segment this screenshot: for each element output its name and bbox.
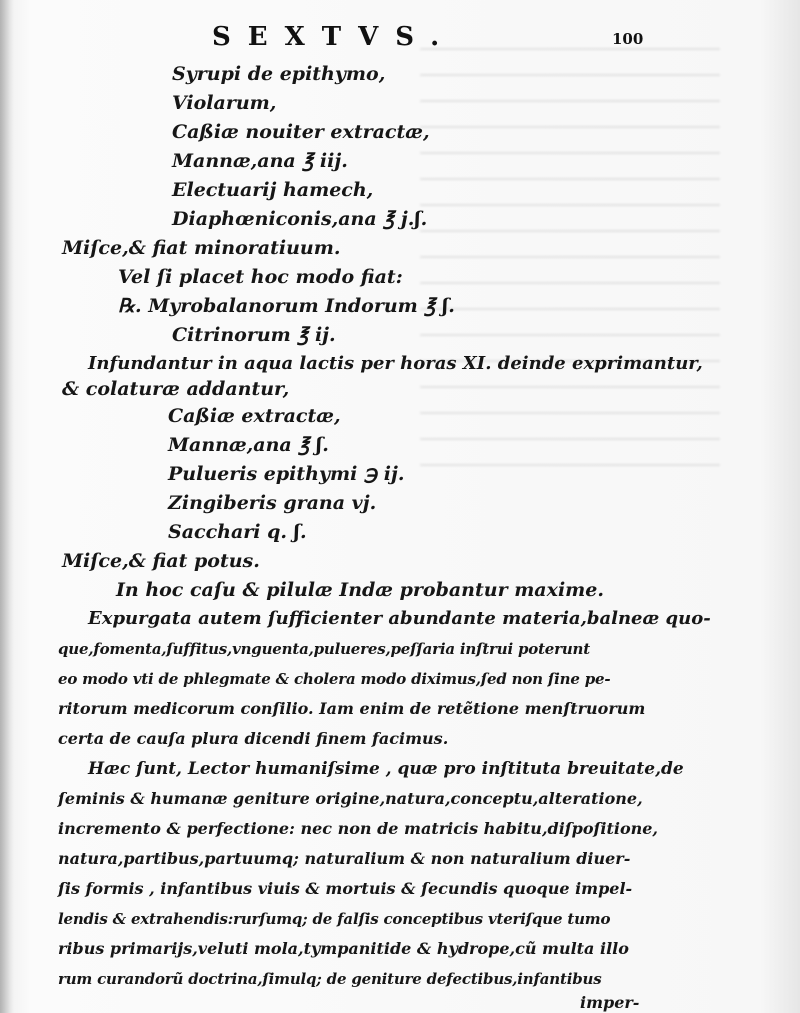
recipe-line: Zingiberis grana vj.: [168, 492, 377, 514]
recipe-line: Syrupi de epithymo,: [172, 63, 386, 85]
running-head: SEXTVS.: [212, 22, 457, 52]
page-number: 100: [612, 30, 644, 48]
paragraph-line: ſeminis & humanæ geniture origine,natura,conceptu,alteratione,: [58, 789, 643, 808]
paragraph-line: natura,partibus,partuumq; naturalium & non naturalium diuer-: [58, 849, 631, 868]
recipe-line: Pulueris epithymi ℈ ij.: [168, 463, 405, 485]
recipe-line: Caßiæ extractæ,: [168, 405, 341, 427]
recipe-line: Mannæ,ana ℥ ʃ.: [168, 434, 329, 456]
recipe-line: Caßiæ nouiter extractæ,: [172, 121, 430, 143]
recipe-line: Miſce,& fiat minoratiuum.: [62, 237, 341, 259]
paragraph-line: rum curandorũ doctrina,ſimulq; de geniture defectibus,infantibus: [58, 970, 602, 988]
paragraph-line: ſis formis , infantibus viuis & mortuis & ſecundis quoque impel-: [58, 879, 633, 898]
recipe-line: Violarum,: [172, 92, 277, 114]
recipe-line: Vel ſi placet hoc modo fiat:: [118, 266, 403, 288]
paragraph-line: eo modo vti de phlegmate & cholera modo diximus,ſed non ſine pe-: [58, 670, 611, 688]
paragraph-line: certa de cauſa plura dicendi finem facimus.: [58, 729, 449, 748]
bleed-through-text: [420, 48, 720, 468]
recipe-line: Citrinorum ℥ ij.: [172, 324, 336, 346]
recipe-line: ℞. Myrobalanorum Indorum ℥ ʃ.: [118, 295, 455, 317]
paragraph-line: ritorum medicorum conſilio. Iam enim de retẽtione menſtruorum: [58, 699, 646, 718]
recipe-line: In hoc caſu & pilulæ Indæ probantur maxime.: [116, 579, 604, 601]
paragraph-line: incremento & perfectione: nec non de matricis habitu,diſpoſitione,: [58, 819, 658, 838]
paragraph-line: ribus primarijs,veluti mola,tympanitide & hydrope,cũ multa illo: [58, 939, 629, 958]
catchword: imper-: [580, 993, 640, 1012]
paragraph-line: Expurgata autem ſufficienter abundante materia,balneæ quo-: [88, 608, 711, 629]
recipe-line: Diaphœniconis,ana ℥ j.ʃ.: [172, 208, 428, 230]
page-gutter-shadow: [0, 0, 14, 1013]
recipe-line: Sacchari q. ʃ.: [168, 521, 307, 543]
recipe-line: Mannæ,ana ℥ iij.: [172, 150, 348, 172]
paragraph-line: Hæc ſunt, Lector humaniſsime , quæ pro inſtituta breuitate,de: [88, 759, 684, 779]
paragraph-line: que,fomenta,ſuffitus,vnguenta,pulueres,peſſaria inſtrui poterunt: [58, 640, 590, 658]
recipe-line: Infundantur in aqua lactis per horas XI. deinde exprimantur,: [88, 353, 703, 374]
paragraph-line: lendis & extrahendis:rurſumq; de falſis conceptibus vteriſque tumo: [58, 910, 611, 928]
recipe-line: Miſce,& fiat potus.: [62, 550, 260, 572]
recipe-line: Electuarij hamech,: [172, 179, 374, 201]
recipe-line: & colaturæ addantur,: [62, 378, 290, 400]
